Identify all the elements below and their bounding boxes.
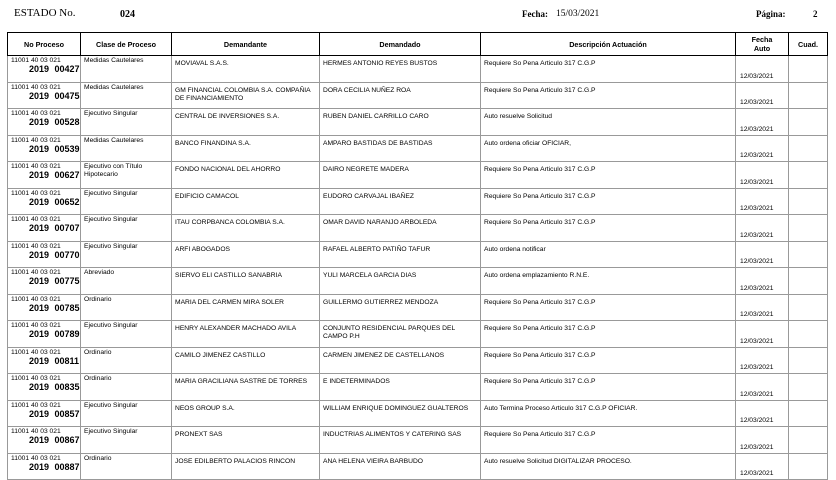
- demandado-text: AMPARO BASTIDAS DE BASTIDAS: [323, 139, 433, 147]
- clase-cell: [81, 56, 172, 83]
- demandante-text: CENTRAL DE INVERSIONES S.A.: [175, 113, 280, 120]
- demandado-cell: [320, 162, 481, 189]
- proceso-radicado: 11001 40 03 021: [11, 110, 61, 117]
- proceso-radicado: 11001 40 03 021: [11, 269, 61, 276]
- col-demandante: Demandante: [172, 33, 320, 56]
- cuad-cell: [789, 453, 828, 480]
- demandante-cell: [172, 241, 320, 268]
- cuad-cell: [789, 162, 828, 189]
- proceso-cell: [8, 453, 81, 480]
- proceso-cell: [8, 400, 81, 427]
- clase-cell: [81, 109, 172, 136]
- demandado-cell: [320, 135, 481, 162]
- demandado-cell: [320, 400, 481, 427]
- clase-cell: [81, 400, 172, 427]
- table-row: [8, 427, 828, 454]
- pagina-label: Página:: [756, 9, 786, 19]
- demandado-cell: [320, 241, 481, 268]
- page-header: [0, 0, 836, 32]
- demandado-text: EUDORO CARVAJAL IBAÑEZ: [323, 192, 414, 200]
- fecha-text: 12/03/2021: [740, 205, 774, 212]
- clase-text: Ejecutivo Singular: [84, 322, 138, 329]
- cuad-cell: [789, 135, 828, 162]
- demandado-text: E INDETERMINADOS: [323, 378, 390, 385]
- demandado-text: WILLIAM ENRIQUE DOMINGUEZ GUALTEROS: [323, 404, 469, 412]
- col-descripcion: Descripción Actuación: [481, 33, 736, 56]
- actuacion-cell: [481, 215, 736, 242]
- proceso-numero: 2019 00528: [29, 117, 80, 127]
- cuad-cell: [789, 188, 828, 215]
- demandante-text: MARIA GRACILIANA SASTRE DE TORRES: [175, 378, 308, 385]
- actuacion-cell: [481, 82, 736, 109]
- demandante-text: PRONEXT SAS: [175, 431, 223, 438]
- demandante-cell: [172, 56, 320, 83]
- clase-cell: [81, 241, 172, 268]
- proceso-cell: [8, 109, 81, 136]
- fecha-cell: [736, 135, 789, 162]
- actuacion-text: Requiere So Pena Articulo 317 C.G.P: [484, 219, 596, 226]
- fecha-text: 12/03/2021: [740, 443, 774, 451]
- col-fecha-line2: Auto: [753, 44, 771, 53]
- proceso-radicado: 11001 40 03 021: [11, 428, 61, 435]
- clase-text: Medidas Cautelares: [84, 136, 144, 144]
- demandante-cell: [172, 347, 320, 374]
- proceso-numero: 2019 00707: [29, 223, 80, 233]
- clase-text: Ordinario: [84, 295, 112, 303]
- clase-text: Ejecutivo con Título Hipotecario: [84, 163, 143, 178]
- actuacion-cell: [481, 109, 736, 136]
- proceso-numero: 2019 00887: [29, 461, 80, 472]
- proceso-numero: 2019 00775: [29, 276, 80, 286]
- demandado-text: HERMES ANTONIO REYES BUSTOS: [323, 60, 438, 67]
- table-row: [8, 56, 828, 83]
- fecha-text: 12/03/2021: [740, 72, 774, 80]
- fecha-text: 12/03/2021: [740, 125, 774, 133]
- actuacion-text: Requiere So Pena Articulo 317 C.G.P: [484, 351, 596, 359]
- fecha-cell: [736, 400, 789, 427]
- demandante-text: HENRY ALEXANDER MACHADO AVILA: [175, 325, 297, 332]
- clase-text: Ejecutivo Singular: [84, 401, 138, 409]
- actuacion-cell: [481, 268, 736, 295]
- demandante-cell: [172, 321, 320, 348]
- proceso-cell: [8, 215, 81, 242]
- demandante-text: SIERVO ELI CASTILLO SANABRIA: [175, 272, 282, 279]
- demandante-cell: [172, 374, 320, 401]
- actuacion-text: Auto ordena oficiar OFICIAR,: [484, 139, 571, 147]
- demandado-cell: [320, 188, 481, 215]
- demandante-text: GM FINANCIAL COLOMBIA S.A. COMPAÑIA DE FINANCIAMIENTO: [175, 86, 311, 102]
- fecha-text: 12/03/2021: [740, 152, 774, 159]
- demandado-text: RUBEN DANIEL CARRILLO CARO: [323, 113, 429, 120]
- demandante-cell: [172, 82, 320, 109]
- demandado-cell: [320, 321, 481, 348]
- proceso-cell: [8, 135, 81, 162]
- proceso-numero: 2019 00627: [29, 170, 80, 180]
- table-row: [8, 241, 828, 268]
- demandado-text: GUILLERMO GUTIERREZ MENDOZA: [323, 298, 439, 306]
- clase-cell: [81, 374, 172, 401]
- fecha-text: 12/03/2021: [740, 258, 774, 265]
- fecha-text: 12/03/2021: [740, 231, 774, 239]
- clase-cell: [81, 135, 172, 162]
- actuacion-text: Requiere So Pena Articulo 317 C.G.P: [484, 298, 596, 306]
- proceso-radicado: 11001 40 03 021: [11, 295, 61, 303]
- cuad-cell: [789, 82, 828, 109]
- cuad-cell: [789, 400, 828, 427]
- demandante-text: EDIFICIO CAMACOL: [175, 192, 239, 200]
- clase-cell: [81, 215, 172, 242]
- proceso-cell: [8, 241, 81, 268]
- clase-text: Abreviado: [84, 269, 115, 276]
- proceso-radicado: 11001 40 03 021: [11, 163, 61, 170]
- col-fecha-auto: [736, 33, 789, 56]
- actuacion-text: Auto ordena notificar: [484, 245, 546, 253]
- cuad-cell: [789, 215, 828, 242]
- demandante-text: FONDO NACIONAL DEL AHORRO: [175, 166, 281, 173]
- proceso-radicado: 11001 40 03 021: [11, 322, 61, 329]
- table-row: [8, 347, 828, 374]
- proceso-radicado: 11001 40 03 021: [11, 189, 61, 197]
- col-demandado: Demandado: [320, 33, 481, 56]
- proceso-numero: 2019 00867: [29, 435, 80, 445]
- table-row: [8, 135, 828, 162]
- actuacion-cell: [481, 162, 736, 189]
- fecha-value: 15/03/2021: [556, 9, 600, 19]
- fecha-label: Fecha:: [522, 9, 548, 19]
- proceso-radicado: 11001 40 03 021: [11, 216, 61, 223]
- clase-text: Medidas Cautelares: [84, 57, 144, 64]
- fecha-cell: [736, 347, 789, 374]
- cuad-cell: [789, 56, 828, 83]
- demandado-text: CARMEN JIMENEZ DE CASTELLANOS: [323, 351, 445, 359]
- proceso-numero: 2019 00835: [29, 382, 80, 392]
- actuacion-cell: [481, 453, 736, 480]
- demandante-text: MARIA DEL CARMEN MIRA SOLER: [175, 298, 285, 306]
- demandado-cell: [320, 374, 481, 401]
- fecha-text: 12/03/2021: [740, 311, 774, 318]
- col-fecha-line1: Fecha: [751, 35, 773, 44]
- actuacion-text: Requiere So Pena Articulo 317 C.G.P: [484, 378, 596, 385]
- clase-text: Ordinario: [84, 454, 112, 462]
- table-row: [8, 82, 828, 109]
- actuacion-cell: [481, 427, 736, 454]
- clase-cell: [81, 427, 172, 454]
- cuad-cell: [789, 241, 828, 268]
- fecha-cell: [736, 453, 789, 480]
- col-cuad: Cuad.: [789, 33, 828, 56]
- proceso-numero: 2019 00789: [29, 329, 80, 339]
- proceso-cell: [8, 321, 81, 348]
- demandado-text: RAFAEL ALBERTO PATIÑO TAFUR: [323, 245, 431, 253]
- proceso-radicado: 11001 40 03 021: [11, 242, 61, 250]
- demandado-cell: [320, 56, 481, 83]
- fecha-cell: [736, 162, 789, 189]
- pagina-number: 2: [813, 9, 818, 19]
- estado-table: [7, 32, 828, 480]
- demandado-text: OMAR DAVID NARANJO ARBOLEDA: [323, 219, 437, 226]
- actuacion-cell: [481, 374, 736, 401]
- actuacion-cell: [481, 188, 736, 215]
- proceso-numero: 2019 00811: [29, 355, 80, 366]
- clase-text: Ejecutivo Singular: [84, 216, 138, 223]
- demandado-cell: [320, 294, 481, 321]
- table-row: [8, 268, 828, 295]
- clase-cell: [81, 347, 172, 374]
- proceso-cell: [8, 294, 81, 321]
- table-row: [8, 453, 828, 480]
- demandante-text: ITAU CORPBANCA COLOMBIA S.A.: [175, 219, 285, 226]
- proceso-radicado: 11001 40 03 021: [11, 375, 61, 382]
- col-no-proceso: No Proceso: [8, 33, 81, 56]
- proceso-cell: [8, 374, 81, 401]
- fecha-text: 12/03/2021: [740, 417, 774, 424]
- demandante-cell: [172, 427, 320, 454]
- table-row: [8, 400, 828, 427]
- demandado-text: DORA CECILIA NUÑEZ ROA: [323, 86, 411, 94]
- estado-label: ESTADO No.: [14, 7, 76, 19]
- demandante-cell: [172, 453, 320, 480]
- proceso-cell: [8, 427, 81, 454]
- actuacion-text: Requiere So Pena Articulo 317 C.G.P: [484, 60, 596, 67]
- demandado-text: CONJUNTO RESIDENCIAL PARQUES DEL CAMPO P.H: [323, 325, 455, 340]
- table-header-row: [8, 33, 828, 56]
- actuacion-cell: [481, 294, 736, 321]
- demandante-text: ARFI ABOGADOS: [175, 245, 230, 253]
- clase-text: Ordinario: [84, 348, 112, 356]
- fecha-cell: [736, 82, 789, 109]
- actuacion-text: Requiere So Pena Articulo 317 C.G.P: [484, 431, 596, 438]
- clase-cell: [81, 82, 172, 109]
- demandado-text: DAIRO NEGRETE MADERA: [323, 166, 409, 173]
- fecha-cell: [736, 215, 789, 242]
- actuacion-text: Auto resuelve Solicitud DIGITALIZAR PROCESO.: [484, 457, 632, 465]
- demandado-text: YULI MARCELA GARCIA DIAS: [323, 272, 417, 279]
- clase-cell: [81, 321, 172, 348]
- proceso-numero: 2019 00857: [29, 408, 80, 419]
- proceso-numero: 2019 00652: [29, 196, 80, 207]
- demandado-cell: [320, 453, 481, 480]
- clase-text: Medidas Cautelares: [84, 83, 144, 91]
- actuacion-cell: [481, 56, 736, 83]
- proceso-cell: [8, 268, 81, 295]
- demandante-text: MOVIAVAL S.A.S.: [175, 60, 229, 67]
- proceso-cell: [8, 82, 81, 109]
- fecha-cell: [736, 241, 789, 268]
- demandado-text: INDUCTRIAS ALIMENTOS Y CATERING SAS: [323, 431, 462, 438]
- estado-number: 024: [120, 9, 135, 20]
- fecha-text: 12/03/2021: [740, 178, 774, 186]
- proceso-radicado: 11001 40 03 021: [11, 348, 61, 356]
- demandante-cell: [172, 135, 320, 162]
- clase-cell: [81, 162, 172, 189]
- proceso-radicado: 11001 40 03 021: [11, 57, 61, 64]
- demandante-cell: [172, 109, 320, 136]
- demandante-text: NEOS GROUP S.A.: [175, 404, 235, 412]
- table-row: [8, 162, 828, 189]
- actuacion-text: Requiere So Pena Articulo 317 C.G.P: [484, 86, 596, 94]
- actuacion-text: Requiere So Pena Articulo 317 C.G.P: [484, 166, 596, 173]
- table-row: [8, 374, 828, 401]
- demandante-cell: [172, 188, 320, 215]
- proceso-numero: 2019 00427: [29, 64, 80, 74]
- table-row: [8, 188, 828, 215]
- fecha-text: 12/03/2021: [740, 390, 774, 398]
- demandante-cell: [172, 294, 320, 321]
- actuacion-text: Auto ordena emplazamiento R.N.E.: [484, 272, 590, 279]
- demandado-cell: [320, 109, 481, 136]
- fecha-cell: [736, 294, 789, 321]
- clase-cell: [81, 294, 172, 321]
- clase-text: Ordinario: [84, 375, 112, 382]
- demandante-text: JOSE EDILBERTO PALACIOS RINCON: [175, 457, 296, 465]
- demandante-text: CAMILO JIMENEZ CASTILLO: [175, 351, 266, 359]
- actuacion-cell: [481, 241, 736, 268]
- actuacion-text: Requiere So Pena Articulo 317 C.G.P: [484, 325, 596, 332]
- clase-text: Ejecutivo Singular: [84, 189, 138, 197]
- actuacion-text: Auto resuelve Solicitud: [484, 113, 553, 120]
- fecha-cell: [736, 188, 789, 215]
- actuacion-cell: [481, 135, 736, 162]
- cuad-cell: [789, 294, 828, 321]
- cuad-cell: [789, 268, 828, 295]
- proceso-cell: [8, 188, 81, 215]
- actuacion-text: Requiere So Pena Articulo 317 C.G.P: [484, 192, 596, 200]
- fecha-cell: [736, 268, 789, 295]
- demandado-text: ANA HELENA VIEIRA BARBUDO: [323, 457, 423, 465]
- proceso-radicado: 11001 40 03 021: [11, 454, 61, 462]
- demandante-cell: [172, 215, 320, 242]
- fecha-text: 12/03/2021: [740, 284, 774, 292]
- cuad-cell: [789, 347, 828, 374]
- demandante-cell: [172, 162, 320, 189]
- actuacion-cell: [481, 347, 736, 374]
- col-clase: Clase de Proceso: [81, 33, 172, 56]
- table-row: [8, 109, 828, 136]
- demandado-cell: [320, 215, 481, 242]
- fecha-cell: [736, 109, 789, 136]
- fecha-text: 12/03/2021: [740, 99, 774, 106]
- fecha-cell: [736, 374, 789, 401]
- proceso-numero: 2019 00770: [29, 249, 80, 260]
- actuacion-text: Auto Termina Proceso Articulo 317 C.G.P OFICIAR.: [484, 404, 638, 412]
- demandante-cell: [172, 268, 320, 295]
- clase-text: Ejecutivo Singular: [84, 110, 138, 117]
- cuad-cell: [789, 321, 828, 348]
- fecha-cell: [736, 321, 789, 348]
- demandante-text: BANCO FINANDINA S.A.: [175, 139, 251, 147]
- clase-text: Ejecutivo Singular: [84, 428, 138, 435]
- proceso-radicado: 11001 40 03 021: [11, 401, 61, 409]
- demandado-cell: [320, 268, 481, 295]
- table-row: [8, 294, 828, 321]
- table-row: [8, 215, 828, 242]
- table-row: [8, 321, 828, 348]
- fecha-text: 12/03/2021: [740, 470, 774, 477]
- proceso-numero: 2019 00539: [29, 143, 80, 154]
- proceso-radicado: 11001 40 03 021: [11, 136, 61, 144]
- cuad-cell: [789, 109, 828, 136]
- actuacion-cell: [481, 400, 736, 427]
- fecha-cell: [736, 56, 789, 83]
- demandado-cell: [320, 427, 481, 454]
- proceso-cell: [8, 56, 81, 83]
- demandado-cell: [320, 347, 481, 374]
- fecha-text: 12/03/2021: [740, 364, 774, 371]
- clase-text: Ejecutivo Singular: [84, 242, 138, 250]
- proceso-numero: 2019 00785: [29, 302, 80, 313]
- clase-cell: [81, 188, 172, 215]
- cuad-cell: [789, 427, 828, 454]
- proceso-cell: [8, 162, 81, 189]
- actuacion-cell: [481, 321, 736, 348]
- demandado-cell: [320, 82, 481, 109]
- clase-cell: [81, 268, 172, 295]
- clase-cell: [81, 453, 172, 480]
- demandante-cell: [172, 400, 320, 427]
- fecha-cell: [736, 427, 789, 454]
- fecha-text: 12/03/2021: [740, 337, 774, 345]
- proceso-radicado: 11001 40 03 021: [11, 83, 61, 91]
- proceso-cell: [8, 347, 81, 374]
- cuad-cell: [789, 374, 828, 401]
- proceso-numero: 2019 00475: [29, 90, 80, 101]
